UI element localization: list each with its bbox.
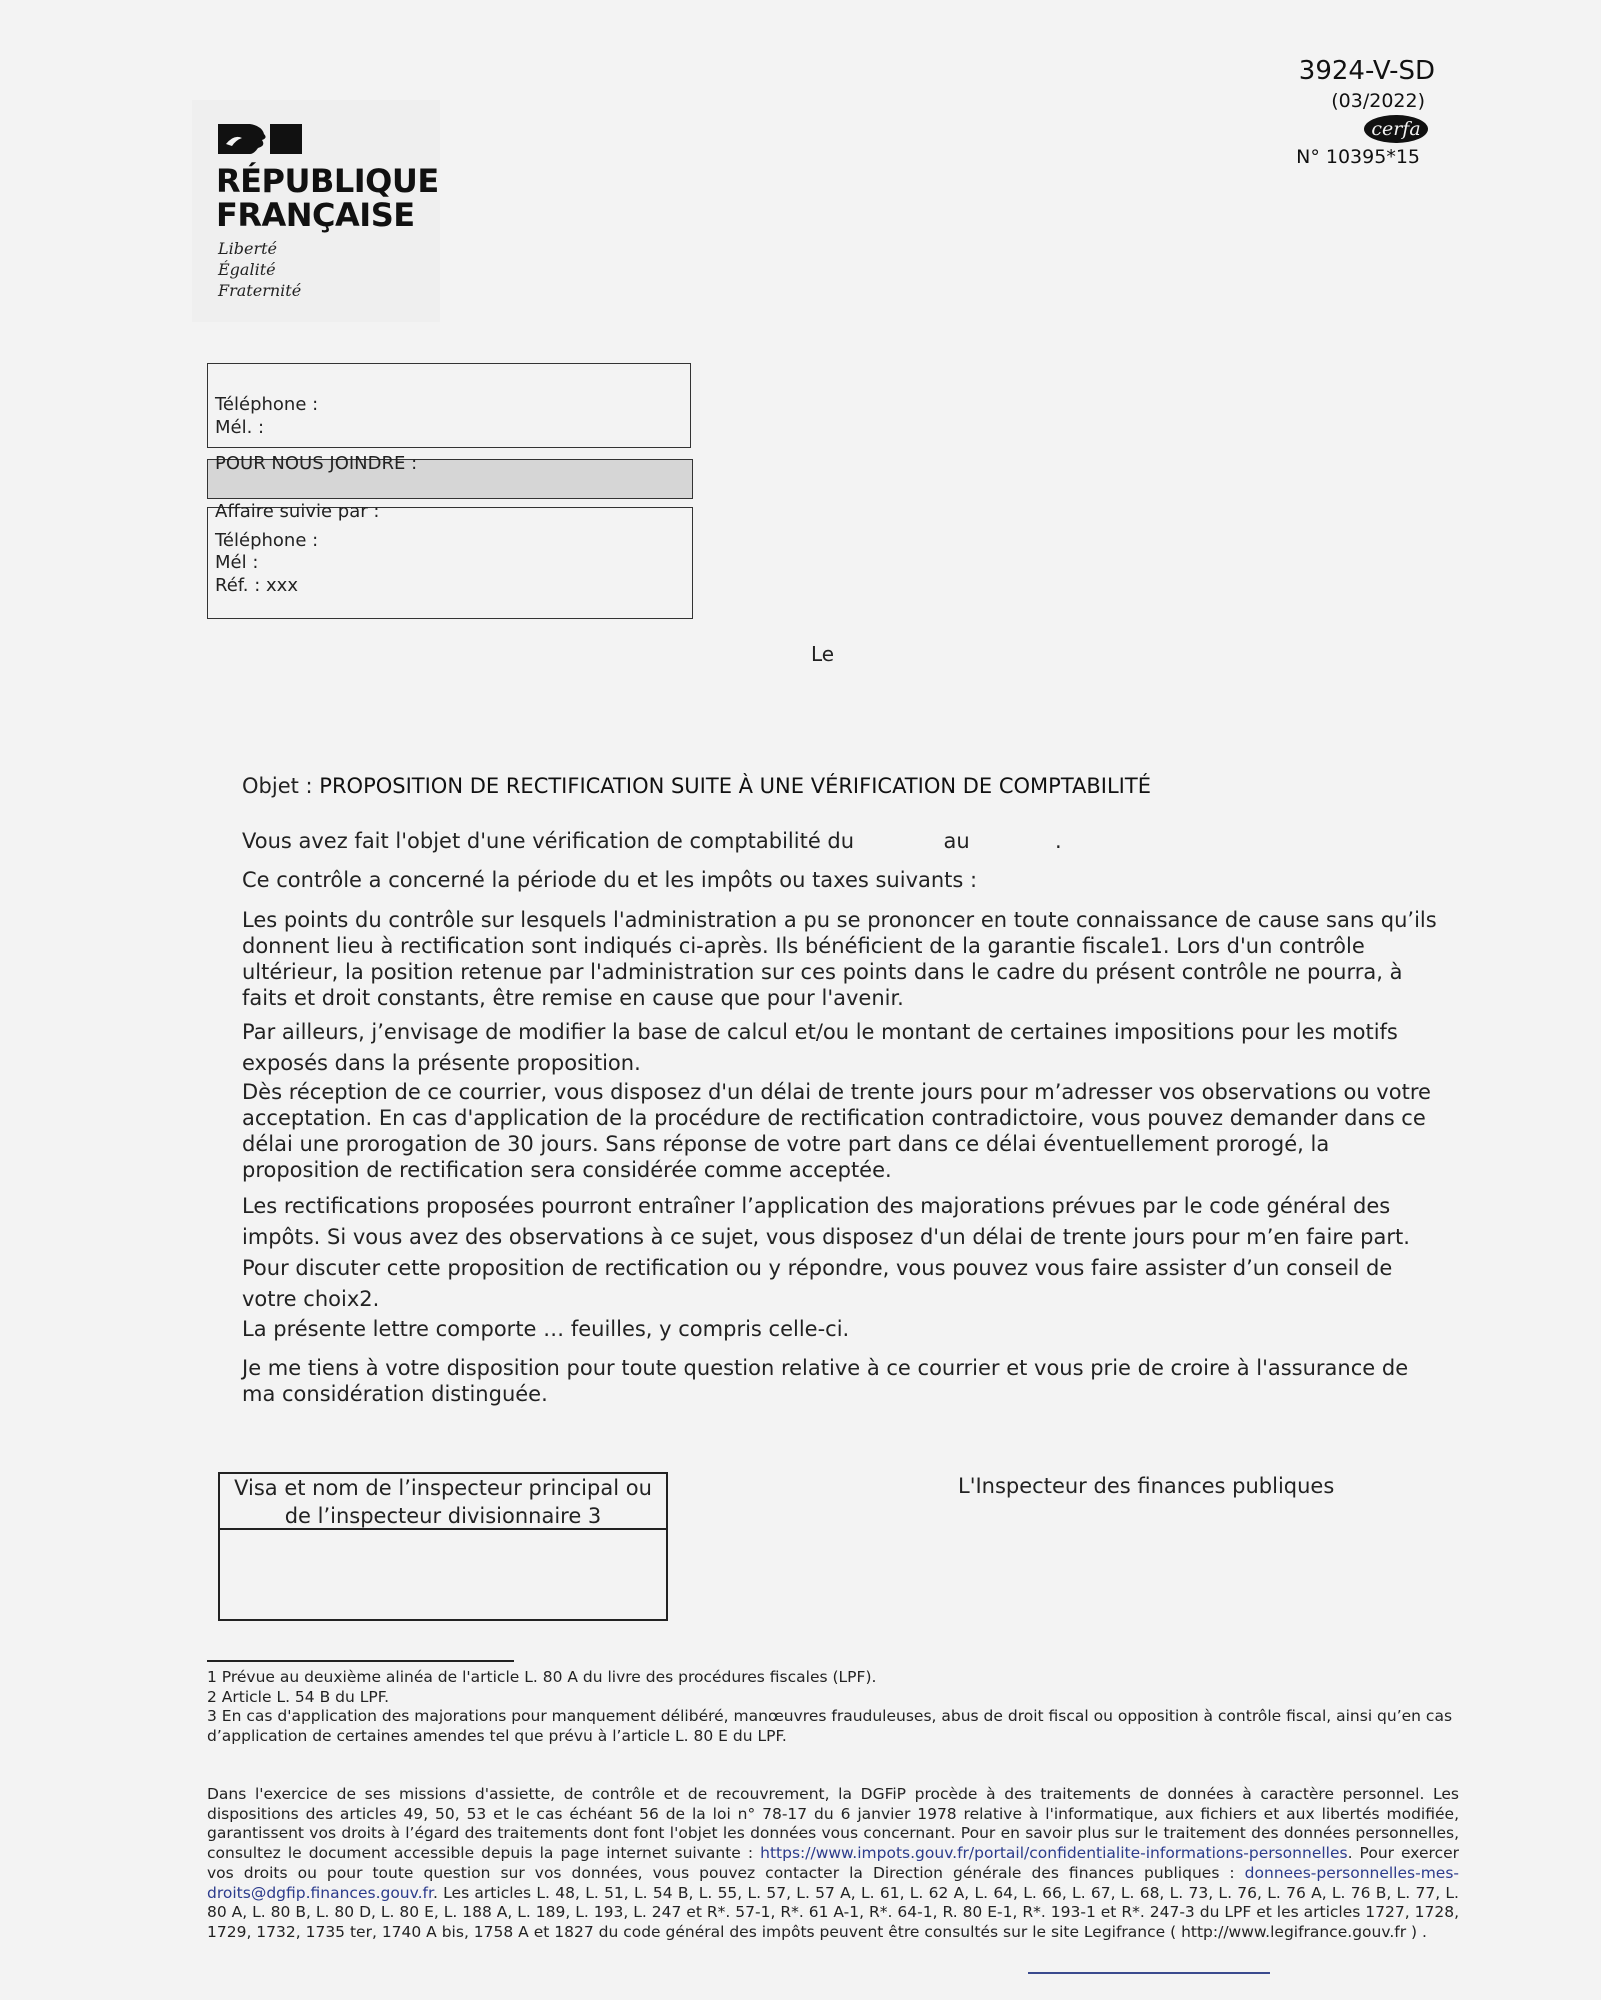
contact-telephone-label: Téléphone : bbox=[215, 394, 319, 415]
footnote-1: 1 Prévue au deuxième alinéa de l'article L. 80 A du livre des procédures fiscales (LPF). bbox=[207, 1668, 877, 1686]
objet-label: Objet : bbox=[242, 774, 320, 798]
affaire-mel-label: Mél : bbox=[215, 552, 259, 573]
paragraph-7: Pour discuter cette proposition de rectification ou y répondre, vous pouvez vous faire assister d’un conseil de votre choix2. bbox=[242, 1256, 1393, 1311]
bottom-divider bbox=[1028, 1972, 1270, 1974]
paragraph-2: Ce contrôle a concerné la période du et les impôts ou taxes suivants : bbox=[242, 868, 978, 892]
p1-text-a: Vous avez fait l'objet d'une vérification de comptabilité du bbox=[242, 829, 855, 853]
motto-egalite: Égalité bbox=[218, 260, 276, 279]
objet-text: PROPOSITION DE RECTIFICATION SUITE À UNE VÉRIFICATION DE COMPTABILITÉ bbox=[319, 774, 1151, 798]
footnote-3: 3 En cas d'application des majorations pour manquement délibéré, manœuvres frauduleuses, abus de droit fiscal ou opposition à contrôle fiscal, ainsi qu’en cas d’application de certaines amendes tel que prévu à l’article L. 80 E du LPF. bbox=[207, 1707, 1453, 1745]
legal-text-1: Dans l'exercice de ses missions d'assiette, de contrôle et de recouvrement, la DGFiP procède à des traitements de données à caractère personnel. Les dispositions des articles 49, 50, 53 et le cas échéant 56 de la loi n° 78-17 du 6 janvier 1978 relative à l'informatique, aux fichiers et aux libertés modifiée, garantissent vos droits à l’égard des traitements dont font l'objet les données vous concernant. Pour en savoir plus sur le traitement des données personnelles, consultez le document accessible depuis la page internet suivante : bbox=[207, 1785, 1459, 1863]
inspecteur-signature-label: L'Inspecteur des finances publiques bbox=[958, 1474, 1335, 1498]
legal-text-4: ) . bbox=[1406, 1922, 1427, 1941]
visa-header bbox=[218, 1472, 668, 1530]
logo-title-line2: FRANÇAISE bbox=[216, 196, 415, 234]
paragraph-6: Les rectifications proposées pourront entraîner l’application des majorations prévues par le code général des impôts. Si vous avez des observations à ce sujet, vous disposez d'un délai de trente jours pour m’en faire part. bbox=[242, 1194, 1410, 1249]
cerfa-number: N° 10395*15 bbox=[1296, 146, 1420, 168]
pour-nous-joindre-label: POUR NOUS JOINDRE : bbox=[215, 453, 418, 474]
affaire-box bbox=[207, 507, 693, 619]
paragraph-3: Les points du contrôle sur lesquels l'administration a pu se prononcer en toute connaissance de cause sans qu’ils donnent lieu à rectification sont indiqués ci-après. Ils bénéficient de la garantie fiscale1. Lors d'un contrôle ultérieur, la position retenue par l'administration sur ces points dans le cadre du présent contrôle ne pourra, à faits et droit constants, être remise en cause que pour l'avenir. bbox=[242, 908, 1437, 1010]
form-code: 3924-V-SD bbox=[1298, 56, 1435, 86]
paragraph-5: Dès réception de ce courrier, vous disposez d'un délai de trente jours pour m’adresser vos observations ou votre acceptation. En cas d'application de la procédure de rectification contradictoire, vous pouvez demander dans ce délai une prorogation de 30 jours. Sans réponse de votre part dans ce délai éventuellement prorogé, la proposition de rectification sera considérée comme acceptée. bbox=[242, 1080, 1431, 1182]
legifrance-link[interactable]: http://www.legifrance.gouv.fr bbox=[1181, 1922, 1407, 1941]
cerfa-badge: cerfa bbox=[1364, 115, 1428, 143]
paragraph-1 bbox=[242, 828, 1062, 854]
affaire-ref-label: Réf. : xxx bbox=[215, 575, 298, 596]
contact-mel-label: Mél. : bbox=[215, 417, 265, 438]
donnees-personnelles-email-link[interactable]: donnees-personnelles-mes-droits@dgfip.finances.gouv.fr bbox=[207, 1863, 1459, 1902]
republique-francaise-title bbox=[216, 164, 439, 232]
legal-notice bbox=[207, 1785, 1459, 1943]
logo-title-line1: RÉPUBLIQUE bbox=[216, 162, 439, 200]
legal-text-3: . Les articles L. 48, L. 51, L. 54 B, L. 55, L. 57, L. 57 A, L. 61, L. 62 A, L. 64, L. 66, L. 67, L. 68, L. 73, L. 76, L. 76 A, L. 76 B, L. 77, L. 80 A, L. 80 B, L. 80 D, L. 80 E, L. 188 A, L. 189, L. 193, L. 247 et R*. 57-1, R*. 61 A-1, R*. 64-1, R. 80 E-1, R*. 193-1 et R*. 247-3 du LPF et les articles 1727, 1728, 1729, 1732, 1735 ter, 1740 A bis, 1758 A et 1827 du code général des impôts peuvent être consultés sur le site Legifrance ( bbox=[207, 1883, 1459, 1941]
p1-text-c: . bbox=[1055, 829, 1062, 853]
legal-text-2: . Pour exercer vos droits ou pour toute question sur vos données, vous pouvez contacter la Direction générale des finances publiques : bbox=[207, 1844, 1460, 1882]
form-date: (03/2022) bbox=[1331, 90, 1425, 112]
motto-liberte: Liberté bbox=[218, 239, 277, 258]
footnote-divider bbox=[207, 1660, 514, 1662]
affaire-telephone-label: Téléphone : bbox=[215, 530, 319, 551]
affaire-suivie-label: Affaire suivie par : bbox=[215, 501, 380, 522]
p1-text-b: au bbox=[943, 829, 970, 853]
paragraph-9: Je me tiens à votre disposition pour toute question relative à ce courrier et vous prie de croire à l'assurance de ma considération distinguée. bbox=[242, 1356, 1409, 1406]
paragraph-8: La présente lettre comporte … feuilles, y compris celle-ci. bbox=[242, 1317, 850, 1341]
paragraph-4: Par ailleurs, j’envisage de modifier la base de calcul et/ou le montant de certaines impositions pour les motifs exposés dans la présente proposition. bbox=[242, 1020, 1398, 1075]
visa-line1: Visa et nom de l’inspecteur principal ou bbox=[234, 1476, 652, 1500]
logo-motto bbox=[218, 238, 301, 301]
objet-line bbox=[242, 774, 1151, 798]
date-label: Le bbox=[811, 642, 835, 666]
visa-line2: de l’inspecteur divisionnaire 3 bbox=[284, 1504, 602, 1528]
marianne-emblem-icon bbox=[218, 124, 302, 154]
confidentialite-link[interactable]: https://www.impots.gouv.fr/portail/confidentialite-informations-personnelles bbox=[760, 1844, 1348, 1863]
footnotes bbox=[207, 1668, 1457, 1746]
motto-fraternite: Fraternité bbox=[218, 281, 302, 300]
footnote-2: 2 Article L. 54 B du LPF. bbox=[207, 1687, 390, 1706]
